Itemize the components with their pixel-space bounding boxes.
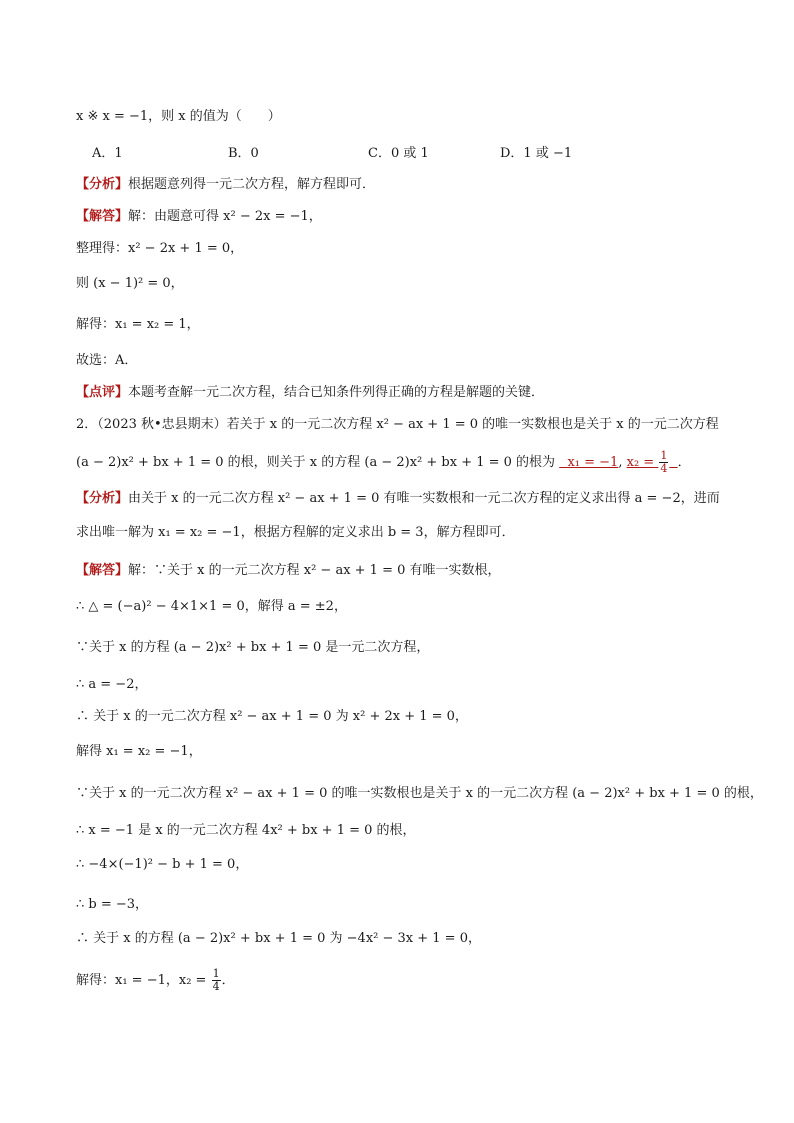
option-c: C．0 或 1 [368,146,429,161]
fraction: $\frac{1}{4}$ [212,967,220,993]
solution-step: ∴ x = −1 是 x 的一元二次方程 4x² + bx + 1 = 0 的根， [76,823,416,838]
option-b: B．0 [228,146,259,161]
option-d: D．1 或 −1 [500,146,573,161]
answer-text: 解：∵关于 x 的一元二次方程 x² − ax + 1 = 0 有唯一实数根， [128,563,501,578]
answer-tag: 【解答】 [76,209,129,224]
answer-tag: 【解答】 [76,563,129,578]
analysis-line-3: 求出唯一解为 x₁ = x₂ = −1，根据方程解的定义求出 b = 3，解方程即可． [76,525,515,540]
comment-line [76,384,544,402]
solution-step: ∵关于 x 的一元二次方程 x² − ax + 1 = 0 的唯一实数根也是关于 x 的一元二次方程 (a − 2)x² + bx + 1 = 0 的根， [76,786,763,801]
solution-step: ∵关于 x 的方程 (a − 2)x² + bx + 1 = 0 是一元二次方程， [76,640,430,655]
answer-line-2 [76,562,501,580]
analysis-tag: 【分析】 [76,491,129,506]
analysis-line-2 [76,490,720,508]
solution-step: 故选：A． [76,353,138,368]
option-a: A．1 [92,146,123,161]
solution-step: 则 (x − 1)² = 0， [76,276,184,291]
solution-step: ∴ 关于 x 的一元二次方程 x² − ax + 1 = 0 为 x² + 2x + 1 = 0， [76,709,468,724]
answer-text: 解：由题意可得 x² − 2x = −1， [128,209,322,224]
final-answer: 解得：x₁ = −1，x₂ = $\frac{1}{4}$ ． [76,967,235,993]
solution-step: ∴ a = −2， [76,677,148,692]
comment-tag: 【点评】 [76,385,129,400]
answer-line [76,208,322,226]
question-2-text: (a − 2)x² + bx + 1 = 0 的根，则关于 x 的方程 (a − 2)x² + bx + 1 = 0 的根为 [76,455,556,470]
solution-step: ∴ △ = (−a)² − 4×1×1 = 0，解得 a = ±2， [76,599,347,614]
answer-blank-2: x₂ = $\frac{1}{4}$ [626,449,668,475]
answer-blank-1: x₁ = −1 [567,455,619,470]
fraction: $\frac{1}{4}$ [660,449,668,475]
solution-step: 整理得：x² − 2x + 1 = 0， [76,241,244,256]
solution-step: ∴ 关于 x 的方程 (a − 2)x² + bx + 1 = 0 为 −4x² − 3x + 1 = 0， [76,931,481,946]
analysis-tag: 【分析】 [76,177,129,192]
question-2-line-1: 2．（2023 秋•忠县期末）若关于 x 的一元二次方程 x² − ax + 1 = 0 的唯一实数根也是关于 x 的一元二次方程 [76,417,719,432]
solution-step: ∴ −4×(−1)² − b + 1 = 0， [76,857,249,872]
question-2-line-2: (a − 2)x² + bx + 1 = 0 的根，则关于 x 的方程 (a − 2)x² + bx + 1 = 0 的根为 x₁ = −1, x₂ = $\frac{1}{4}$ ． [76,449,691,475]
solution-step: 解得 x₁ = x₂ = −1， [76,744,202,759]
solution-step: ∴ b = −3， [76,897,149,912]
solution-step: 解得：x₁ = x₂ = 1， [76,317,200,332]
question-fragment: x ※ x = −1，则 x 的值为（ ） [76,109,281,124]
analysis-text: 由关于 x 的一元二次方程 x² − ax + 1 = 0 有唯一实数根和一元二次方程的定义求出得 a = −2，进而 [128,491,720,506]
analysis-text: 根据题意列得一元二次方程，解方程即可． [128,177,376,192]
analysis-line [76,176,375,194]
comment-text: 本题考查解一元二次方程，结合已知条件列得正确的方程是解题的关键． [128,385,545,400]
